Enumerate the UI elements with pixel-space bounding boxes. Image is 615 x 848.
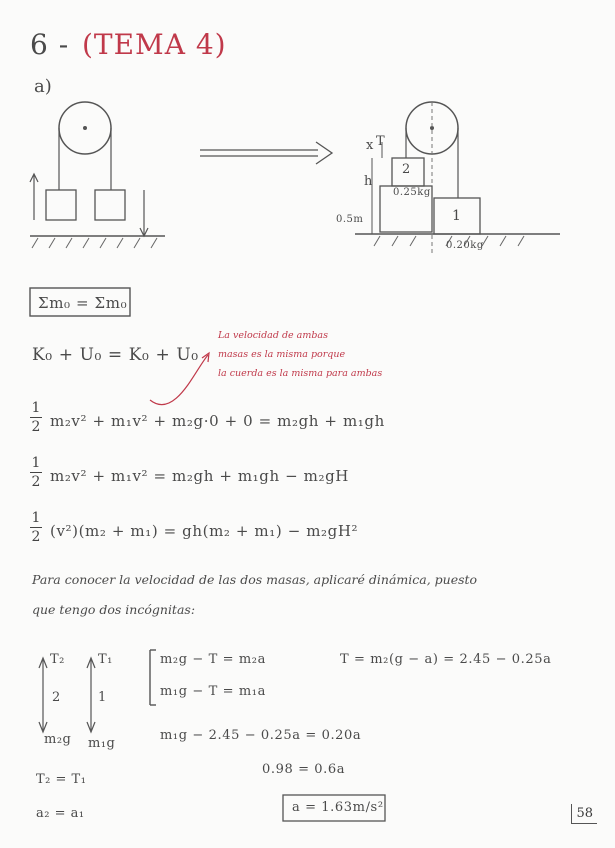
note-line-3: la cuerda es la misma para ambas xyxy=(218,368,383,379)
dynamics-eq-2-result: T = m₂(g − a) = 2.45 − 0.25a xyxy=(340,652,552,667)
dynamics-eq-1: m₁g − T = m₁a xyxy=(160,684,266,699)
h-label: h xyxy=(364,174,373,189)
explanation-line-1: Para conocer la velocidad de las dos masas, aplicaré dinámica, puesto xyxy=(32,572,478,587)
x-label: x xyxy=(366,138,374,153)
weight-1-label: m₁g xyxy=(88,736,116,751)
mass2-value: 0.25kg xyxy=(393,187,431,198)
block-left xyxy=(46,190,76,220)
mass2-label: 2 xyxy=(402,162,411,177)
arrow-1-index: 1 xyxy=(98,690,107,705)
note-line-1: La velocidad de ambas xyxy=(218,330,328,341)
height-label: 0.5m xyxy=(336,214,364,225)
energy-line-2: m₂v² + m₁v² + m₂g·0 + 0 = m₂gh + m₁gh xyxy=(50,412,385,430)
tension-1-label: T₁ xyxy=(98,652,113,667)
block-right xyxy=(95,190,125,220)
mass1-label: 1 xyxy=(452,208,461,224)
margin-note xyxy=(218,326,382,383)
acceleration-result: a = 1.63m/s² xyxy=(292,800,384,815)
problem-number: 6 - xyxy=(30,28,70,61)
fraction-half-2: 1 2 xyxy=(31,455,41,490)
dynamics-eq-2: m₂g − T = m₂a xyxy=(160,652,266,667)
energy-conservation-boxed: Σm₀ = Σm₀ xyxy=(38,294,128,312)
energy-line-1: K₀ + U₀ = K₀ + U₀ xyxy=(32,345,199,365)
part-label: a) xyxy=(34,76,52,97)
substitution-line: m₁g − 2.45 − 0.25a = 0.20a xyxy=(160,728,362,743)
fraction-half-3: 1 2 xyxy=(31,510,41,545)
acceleration-equality: a₂ = a₁ xyxy=(36,806,85,821)
tension-equality: T₂ = T₁ xyxy=(36,772,87,787)
substitution-line-2: 0.98 = 0.6a xyxy=(262,762,346,777)
explanation-line-2: que tengo dos incógnitas: xyxy=(32,602,196,617)
page-number: 58 xyxy=(571,804,597,824)
topic-title: (TEMA 4) xyxy=(82,28,227,61)
arrow-2-index: 2 xyxy=(52,690,61,705)
note-line-2: masas es la misma porque xyxy=(218,349,346,360)
energy-line-4: (v²)(m₂ + m₁) = gh(m₂ + m₁) − m₂gH² xyxy=(50,522,359,540)
mass1-value: 0.20kg xyxy=(446,240,484,251)
t-label: T xyxy=(376,134,386,149)
weight-2-label: m₂g xyxy=(44,732,72,747)
fraction-half: 1 2 xyxy=(31,400,41,435)
energy-line-3: m₂v² + m₁v² = m₂gh + m₁gh − m₂gH xyxy=(50,467,349,485)
tension-2-label: T₂ xyxy=(50,652,65,667)
